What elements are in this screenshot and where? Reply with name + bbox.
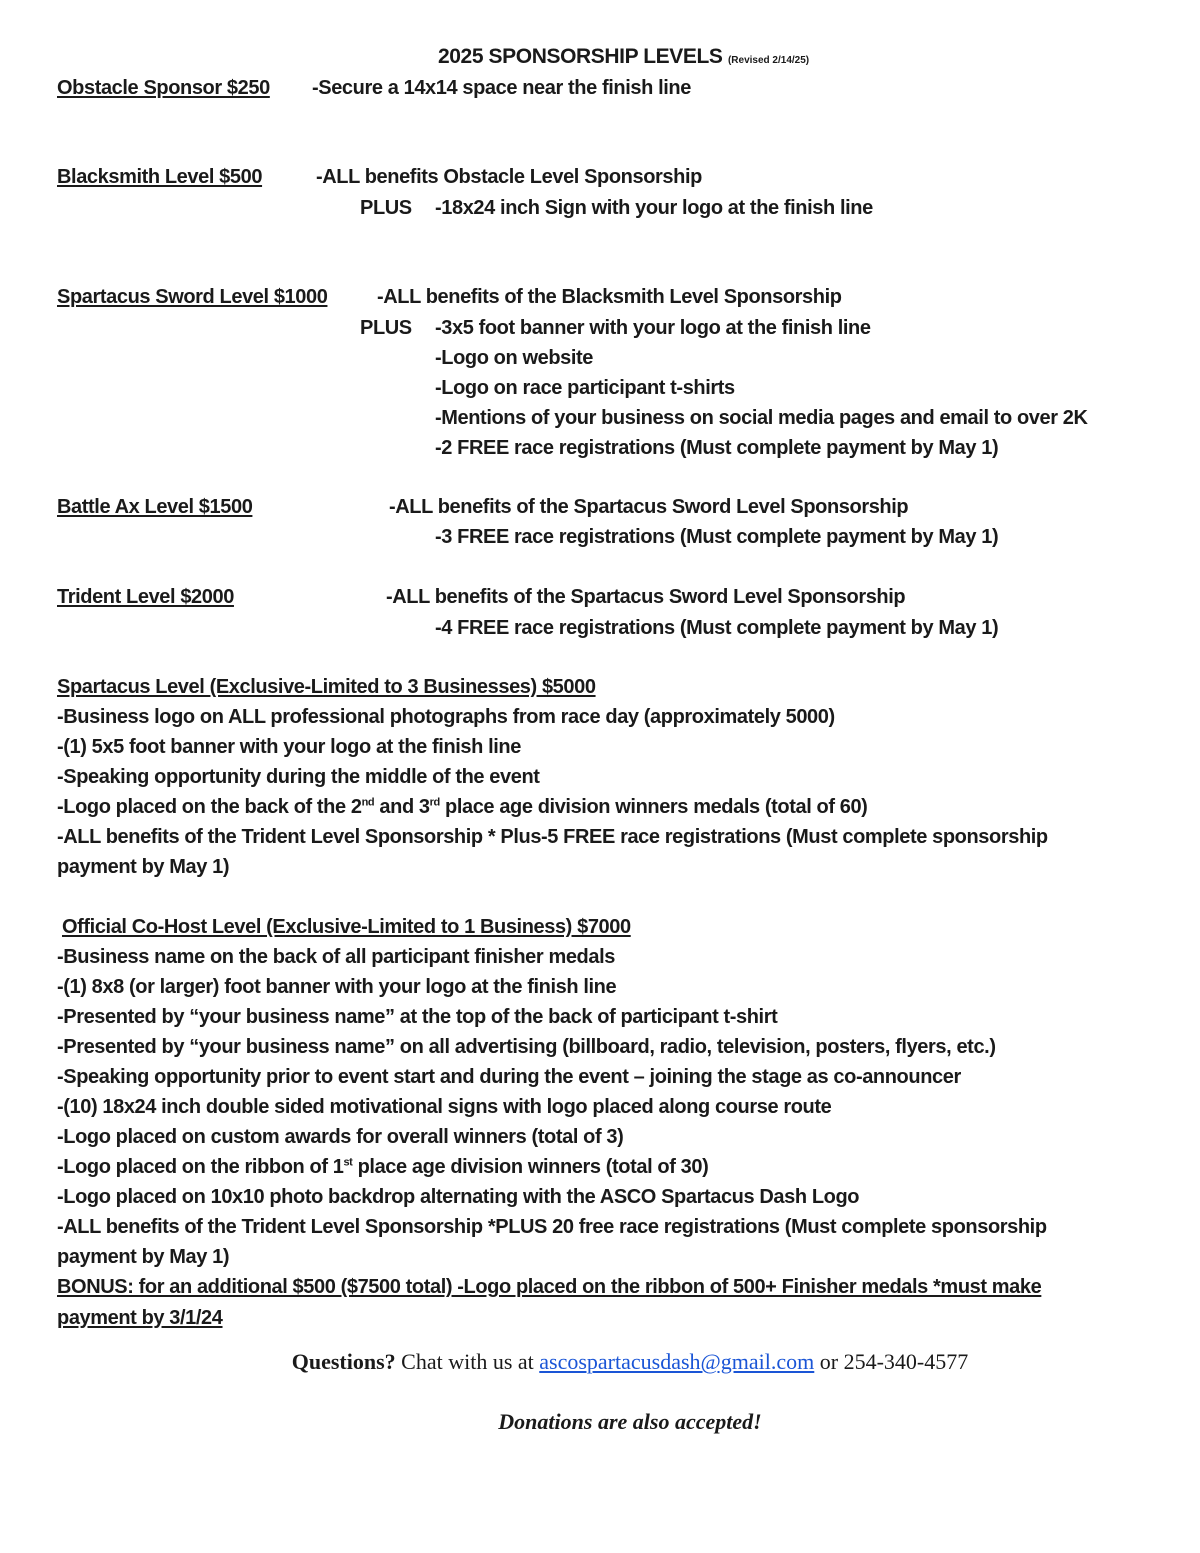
plus-label: PLUS bbox=[360, 317, 412, 339]
phone-text: or 254-340-4577 bbox=[814, 1349, 969, 1374]
cohost-benefit: -Speaking opportunity prior to event start and during the event – joining the stage as co-announcer bbox=[57, 1066, 961, 1088]
plus-label: PLUS bbox=[360, 197, 412, 219]
sword-benefit: -3x5 foot banner with your logo at the finish line bbox=[435, 317, 871, 339]
cohost-benefit: -(10) 18x24 inch double sided motivational signs with logo placed along course route bbox=[57, 1096, 832, 1118]
trident-benefit: -4 FREE race registrations (Must complete payment by May 1) bbox=[435, 617, 999, 639]
cohost-benefit: -ALL benefits of the Trident Level Sponsorship *PLUS 20 free race registrations (Must complete sponsorship bbox=[57, 1216, 1047, 1238]
cohost-benefit: -Presented by “your business name” on all advertising (billboard, radio, television, posters, flyers, etc.) bbox=[57, 1036, 996, 1058]
text: -Logo placed on the ribbon of 1 bbox=[57, 1156, 344, 1178]
sword-benefit: -Logo on website bbox=[435, 347, 594, 369]
page-title bbox=[438, 45, 809, 73]
spartacus-benefit-medals bbox=[57, 795, 867, 819]
cohost-level-name: Official Co-Host Level (Exclusive-Limited to 1 Business) $7000 bbox=[62, 916, 631, 938]
title-text: 2025 SPONSORSHIP LEVELS bbox=[438, 45, 723, 68]
spartacus-level-name: Spartacus Level (Exclusive-Limited to 3 Businesses) $5000 bbox=[57, 676, 596, 698]
blacksmith-benefit: -18x24 inch Sign with your logo at the finish line bbox=[435, 197, 873, 219]
sword-benefit: -ALL benefits of the Blacksmith Level Sponsorship bbox=[377, 286, 842, 308]
obstacle-benefit: -Secure a 14x14 space near the finish line bbox=[312, 77, 691, 99]
bonus-offer: payment by 3/1/24 bbox=[57, 1307, 223, 1329]
email-link[interactable]: ascospartacusdash@gmail.com bbox=[539, 1349, 815, 1374]
sword-benefit: -2 FREE race registrations (Must complete payment by May 1) bbox=[435, 437, 999, 459]
battleax-benefit: -3 FREE race registrations (Must complete payment by May 1) bbox=[435, 526, 999, 548]
spartacus-benefit: payment by May 1) bbox=[57, 856, 230, 878]
trident-level-name: Trident Level $2000 bbox=[57, 586, 234, 608]
superscript: rd bbox=[429, 796, 440, 809]
contact-line bbox=[0, 1350, 1200, 1374]
sword-benefit: -Logo on race participant t-shirts bbox=[435, 377, 735, 399]
cohost-benefit: -Logo placed on custom awards for overall winners (total of 3) bbox=[57, 1126, 624, 1148]
sword-level-name: Spartacus Sword Level $1000 bbox=[57, 286, 328, 308]
sword-benefit: -Mentions of your business on social media pages and email to over 2K bbox=[435, 407, 1088, 429]
superscript: st bbox=[343, 1156, 353, 1169]
donations-note: Donations are also accepted! bbox=[498, 1409, 762, 1434]
cohost-benefit: -Logo placed on 10x10 photo backdrop alternating with the ASCO Spartacus Dash Logo bbox=[57, 1186, 860, 1208]
spartacus-benefit: -Speaking opportunity during the middle of the event bbox=[57, 766, 540, 788]
text: place age division winners medals (total of 60) bbox=[439, 796, 868, 818]
cohost-benefit-ribbon bbox=[57, 1155, 708, 1179]
text: -Logo placed on the back of the 2 bbox=[57, 796, 362, 818]
blacksmith-level-name: Blacksmith Level $500 bbox=[57, 166, 263, 188]
obstacle-level-name: Obstacle Sponsor $250 bbox=[57, 77, 270, 99]
spartacus-benefit: -(1) 5x5 foot banner with your logo at the finish line bbox=[57, 736, 521, 758]
spartacus-benefit: -Business logo on ALL professional photographs from race day (approximately 5000) bbox=[57, 706, 835, 728]
battleax-level-name: Battle Ax Level $1500 bbox=[57, 496, 253, 518]
cohost-benefit: -Presented by “your business name” at the top of the back of participant t-shirt bbox=[57, 1006, 778, 1028]
questions-label: Questions? bbox=[291, 1349, 396, 1374]
text: and 3 bbox=[374, 796, 430, 818]
text: Chat with us at bbox=[395, 1349, 540, 1374]
bonus-offer: BONUS: for an additional $500 ($7500 total) -Logo placed on the ribbon of 500+ Finisher medals *must make bbox=[57, 1276, 1042, 1298]
cohost-benefit: -(1) 8x8 (or larger) foot banner with your logo at the finish line bbox=[57, 976, 617, 998]
spartacus-benefit: -ALL benefits of the Trident Level Sponsorship * Plus-5 FREE race registrations (Must complete sponsorship bbox=[57, 826, 1048, 848]
trident-benefit: -ALL benefits of the Spartacus Sword Level Sponsorship bbox=[386, 586, 906, 608]
superscript: nd bbox=[361, 796, 375, 809]
battleax-benefit: -ALL benefits of the Spartacus Sword Level Sponsorship bbox=[389, 496, 909, 518]
text: place age division winners (total of 30) bbox=[352, 1156, 709, 1178]
blacksmith-benefit: -ALL benefits Obstacle Level Sponsorship bbox=[316, 166, 702, 188]
cohost-benefit: payment by May 1) bbox=[57, 1246, 230, 1268]
cohost-benefit: -Business name on the back of all participant finisher medals bbox=[57, 946, 615, 968]
revised-date: (Revised 2/14/25) bbox=[727, 55, 810, 66]
